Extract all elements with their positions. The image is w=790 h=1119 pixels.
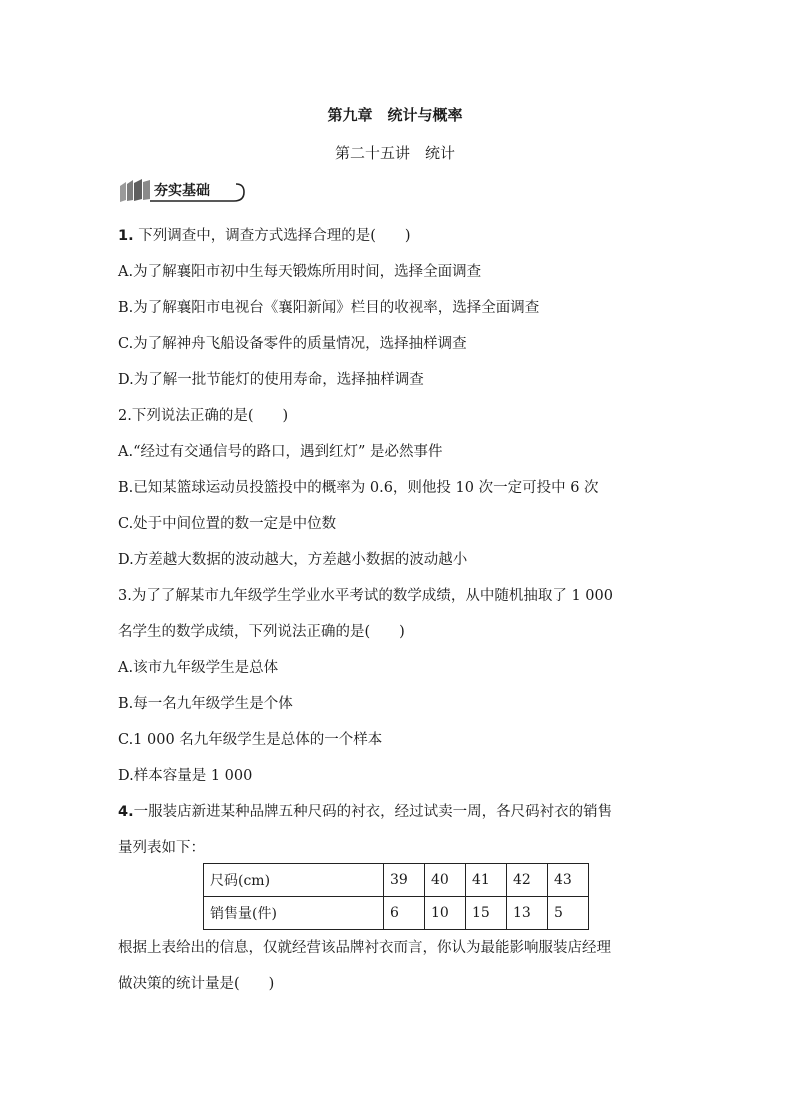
question-4-after-line-1: 根据上表给出的信息，仅就经营该品牌衬衣而言，你认为最能影响服装店经理 [118,940,611,956]
table-row-header-size: 尺码(cm) [204,864,384,897]
table-cell: 40 [425,864,466,897]
question-2-option-a: A.“经过有交通信号的路口，遇到红灯” 是必然事件 [118,444,443,460]
question-3-option-d: D.样本容量是 1 000 [118,768,253,784]
question-3-stem-line-2: 名学生的数学成绩，下列说法正确的是( ) [118,624,405,640]
table-cell: 39 [384,864,425,897]
table-cell: 6 [384,897,425,930]
section-banner [118,178,248,204]
question-2-number: 2. [118,408,132,424]
question-1-option-b: B.为了解襄阳市电视台《襄阳新闻》栏目的收视率，选择全面调查 [118,300,540,316]
table-cell: 10 [425,897,466,930]
size-sales-table [203,863,589,930]
question-2-option-d: D.方差越大数据的波动越大，方差越小数据的波动越小 [118,552,468,568]
question-1-number: 1. [118,228,134,244]
question-1-option-c: C.为了解神舟飞船设备零件的质量情况，选择抽样调查 [118,336,467,352]
table-cell: 15 [466,897,507,930]
lecture-title: 第二十五讲 统计 [334,144,455,162]
question-2-option-c: C.处于中间位置的数一定是中位数 [118,516,337,532]
question-3-text-1: 为了了解某市九年级学生学业水平考试的数学成绩，从中随机抽取了 1 000 [131,588,613,604]
table-cell: 43 [548,864,589,897]
question-2-text: 下列说法正确的是( ) [131,408,289,424]
question-1-option-a: A.为了解襄阳市初中生每天锻炼所用时间，选择全面调查 [118,264,482,280]
table-row [204,864,589,897]
question-1-option-d: D.为了解一批节能灯的使用寿命，选择抽样调查 [118,372,424,388]
question-4-stem-line-1 [118,800,612,821]
question-4-after-line-2: 做决策的统计量是( ) [118,976,275,992]
chapter-title: 第九章 统计与概率 [327,106,463,124]
question-4-text-1: 一服装店新进某种品牌五种尺码的衬衣，经过试卖一周，各尺码衬衣的销售 [133,804,613,820]
question-1-stem [118,224,411,245]
table-cell: 42 [507,864,548,897]
question-2-stem [118,404,288,425]
section-label: 夯实基础 [154,183,210,199]
table-row [204,897,589,930]
table-cell: 41 [466,864,507,897]
question-4-stem-line-2: 量列表如下： [118,840,205,856]
table-row-header-sales: 销售量(件) [204,897,384,930]
question-3-option-b: B.每一名九年级学生是个体 [118,696,293,712]
question-4-number: 4. [118,804,134,820]
question-3-option-a: A.该市九年级学生是总体 [118,660,279,676]
question-2-option-b: B.已知某篮球运动员投篮投中的概率为 0.6，则他投 10 次一定可投中 6 次 [118,480,599,496]
question-3-stem-line-1 [118,584,613,605]
table-cell: 5 [548,897,589,930]
table-cell: 13 [507,897,548,930]
question-3-option-c: C.1 000 名九年级学生是总体的一个样本 [118,732,383,748]
books-icon [118,178,152,204]
question-1-text: 下列调查中，调查方式选择合理的是( ) [133,228,411,244]
question-3-number: 3. [118,588,132,604]
